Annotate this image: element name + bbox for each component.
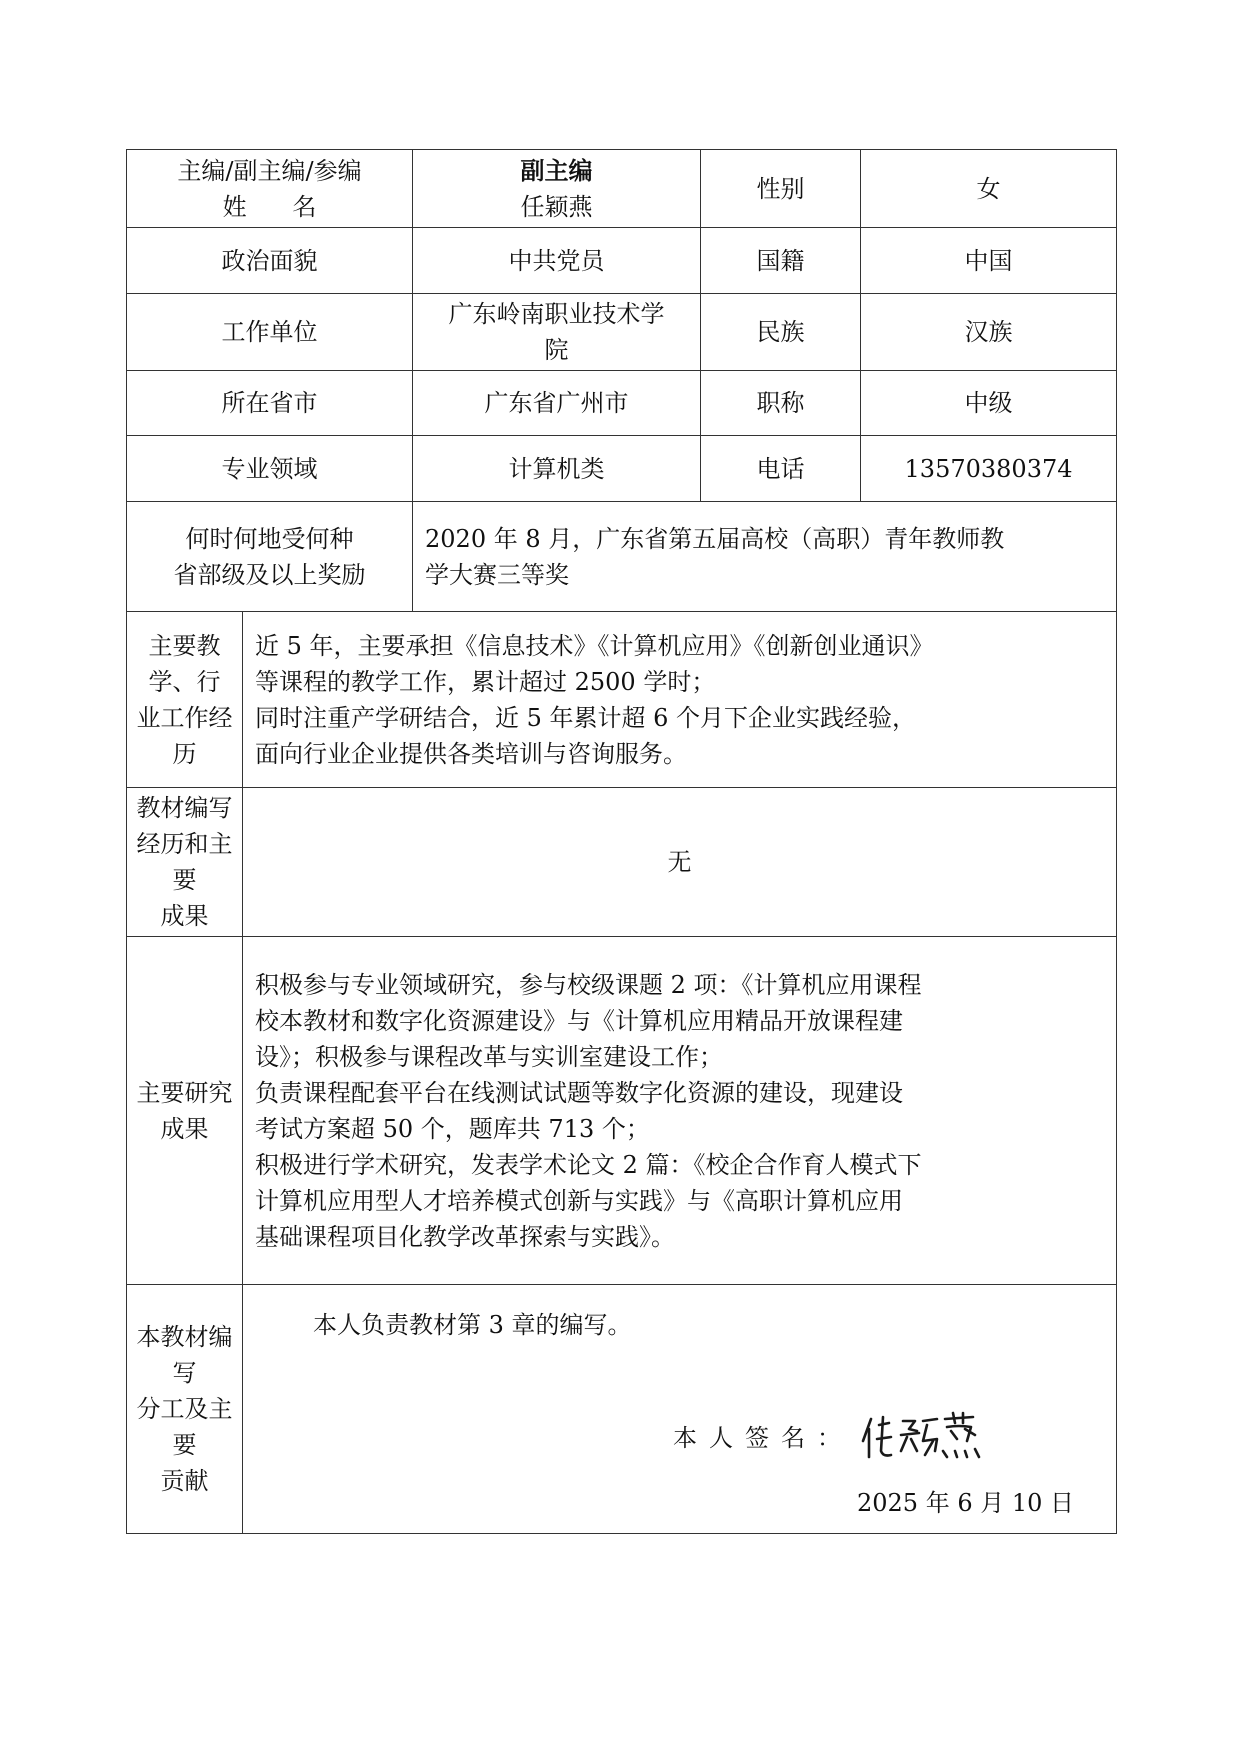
gender-value: 女 bbox=[861, 150, 1117, 228]
research-line: 考试方案超 50 个，题库共 713 个； bbox=[255, 1114, 650, 1143]
contribution-label-line2: 分工及主要 bbox=[136, 1395, 233, 1459]
research-label-line2: 成果 bbox=[160, 1114, 209, 1143]
awards-line: 学大赛三等奖 bbox=[425, 560, 570, 589]
row-name bbox=[127, 150, 1117, 228]
research-line: 基础课程项目化教学改革探索与实践》。 bbox=[255, 1222, 675, 1251]
experience-line: 近 5 年，主要承担《信息技术》《计算机应用》《创新创业通识》 bbox=[255, 631, 934, 660]
research-line: 负责课程配套平台在线测试试题等数字化资源的建设，现建设 bbox=[255, 1078, 903, 1107]
nationality-label: 国籍 bbox=[701, 228, 861, 294]
role-value: 副主编 bbox=[520, 155, 593, 185]
role-label: 主编/副主编/参编 bbox=[177, 156, 362, 185]
research-label-line1: 主要研究 bbox=[136, 1078, 233, 1107]
title-value: 中级 bbox=[861, 371, 1117, 436]
contribution-label bbox=[127, 1285, 243, 1534]
row-city bbox=[127, 371, 1117, 436]
row-experience bbox=[127, 612, 1117, 788]
awards-label bbox=[127, 502, 413, 612]
row-contribution bbox=[127, 1285, 1117, 1534]
experience-label bbox=[127, 612, 243, 788]
contribution-value bbox=[243, 1285, 1117, 1534]
city-value: 广东省广州市 bbox=[413, 371, 701, 436]
research-line: 设》；积极参与课程改革与实训室建设工作； bbox=[255, 1042, 723, 1071]
phone-value: 13570380374 bbox=[861, 436, 1117, 502]
textbook-value: 无 bbox=[243, 788, 1117, 937]
row-research bbox=[127, 937, 1117, 1285]
role-name-label bbox=[127, 150, 413, 228]
row-field bbox=[127, 436, 1117, 502]
experience-label-line1: 主要教学、行 bbox=[148, 631, 221, 696]
name-label: 姓 名 bbox=[222, 192, 317, 221]
unit-value-line2: 院 bbox=[544, 336, 569, 364]
experience-value bbox=[243, 612, 1117, 788]
signature-date: 2025 年 6 月 10 日 bbox=[856, 1489, 1075, 1517]
contribution-label-line3: 贡献 bbox=[160, 1467, 209, 1495]
ethnicity-value: 汉族 bbox=[861, 294, 1117, 371]
textbook-label bbox=[127, 788, 243, 937]
experience-line: 面向行业企业提供各类培训与咨询服务。 bbox=[255, 739, 687, 768]
awards-label-line2: 省部级及以上奖励 bbox=[173, 560, 366, 589]
handwritten-signature bbox=[857, 1411, 987, 1465]
textbook-label-line1: 教材编写 bbox=[136, 794, 233, 822]
field-label: 专业领域 bbox=[127, 436, 413, 502]
unit-value bbox=[413, 294, 701, 371]
research-line: 积极进行学术研究，发表学术论文 2 篇：《校企合作育人模式下 bbox=[255, 1150, 922, 1179]
phone-label: 电话 bbox=[701, 436, 861, 502]
name-value: 任颖燕 bbox=[520, 192, 593, 221]
row-politics bbox=[127, 228, 1117, 294]
contribution-label-line1: 本教材编写 bbox=[136, 1323, 233, 1387]
author-info-form bbox=[126, 149, 1117, 1534]
title-label: 职称 bbox=[701, 371, 861, 436]
research-label bbox=[127, 937, 243, 1285]
field-value: 计算机类 bbox=[413, 436, 701, 502]
research-value bbox=[243, 937, 1117, 1285]
signature-label: 本人签名： bbox=[673, 1424, 853, 1452]
nationality-value: 中国 bbox=[861, 228, 1117, 294]
unit-value-line1: 广东岭南职业技术学 bbox=[448, 300, 665, 328]
contribution-text: 本人负责教材第 3 章的编写。 bbox=[313, 1311, 632, 1339]
research-line: 校本教材和数字化资源建设》与《计算机应用精品开放课程建 bbox=[255, 1006, 903, 1035]
politics-label: 政治面貌 bbox=[127, 228, 413, 294]
awards-line: 2020 年 8 月，广东省第五届高校（高职）青年教师教 bbox=[425, 524, 1005, 553]
textbook-label-line2: 经历和主要 bbox=[136, 830, 233, 894]
signature-row bbox=[673, 1411, 987, 1465]
experience-label-line2: 业工作经历 bbox=[136, 703, 233, 768]
research-line: 积极参与专业领域研究，参与校级课题 2 项：《计算机应用课程 bbox=[255, 970, 922, 999]
ethnicity-label: 民族 bbox=[701, 294, 861, 371]
role-name-value bbox=[413, 150, 701, 228]
row-awards bbox=[127, 502, 1117, 612]
awards-label-line1: 何时何地受何种 bbox=[185, 524, 354, 553]
experience-line: 同时注重产学研结合，近 5 年累计超 6 个月下企业实践经验， bbox=[255, 703, 917, 732]
awards-value bbox=[413, 502, 1117, 612]
gender-label: 性别 bbox=[701, 150, 861, 228]
textbook-label-line3: 成果 bbox=[160, 902, 209, 930]
row-unit bbox=[127, 294, 1117, 371]
experience-line: 等课程的教学工作，累计超过 2500 学时； bbox=[255, 667, 716, 696]
research-line: 计算机应用型人才培养模式创新与实践》与《高职计算机应用 bbox=[255, 1186, 903, 1215]
politics-value: 中共党员 bbox=[413, 228, 701, 294]
unit-label: 工作单位 bbox=[127, 294, 413, 371]
city-label: 所在省市 bbox=[127, 371, 413, 436]
row-textbook bbox=[127, 788, 1117, 937]
